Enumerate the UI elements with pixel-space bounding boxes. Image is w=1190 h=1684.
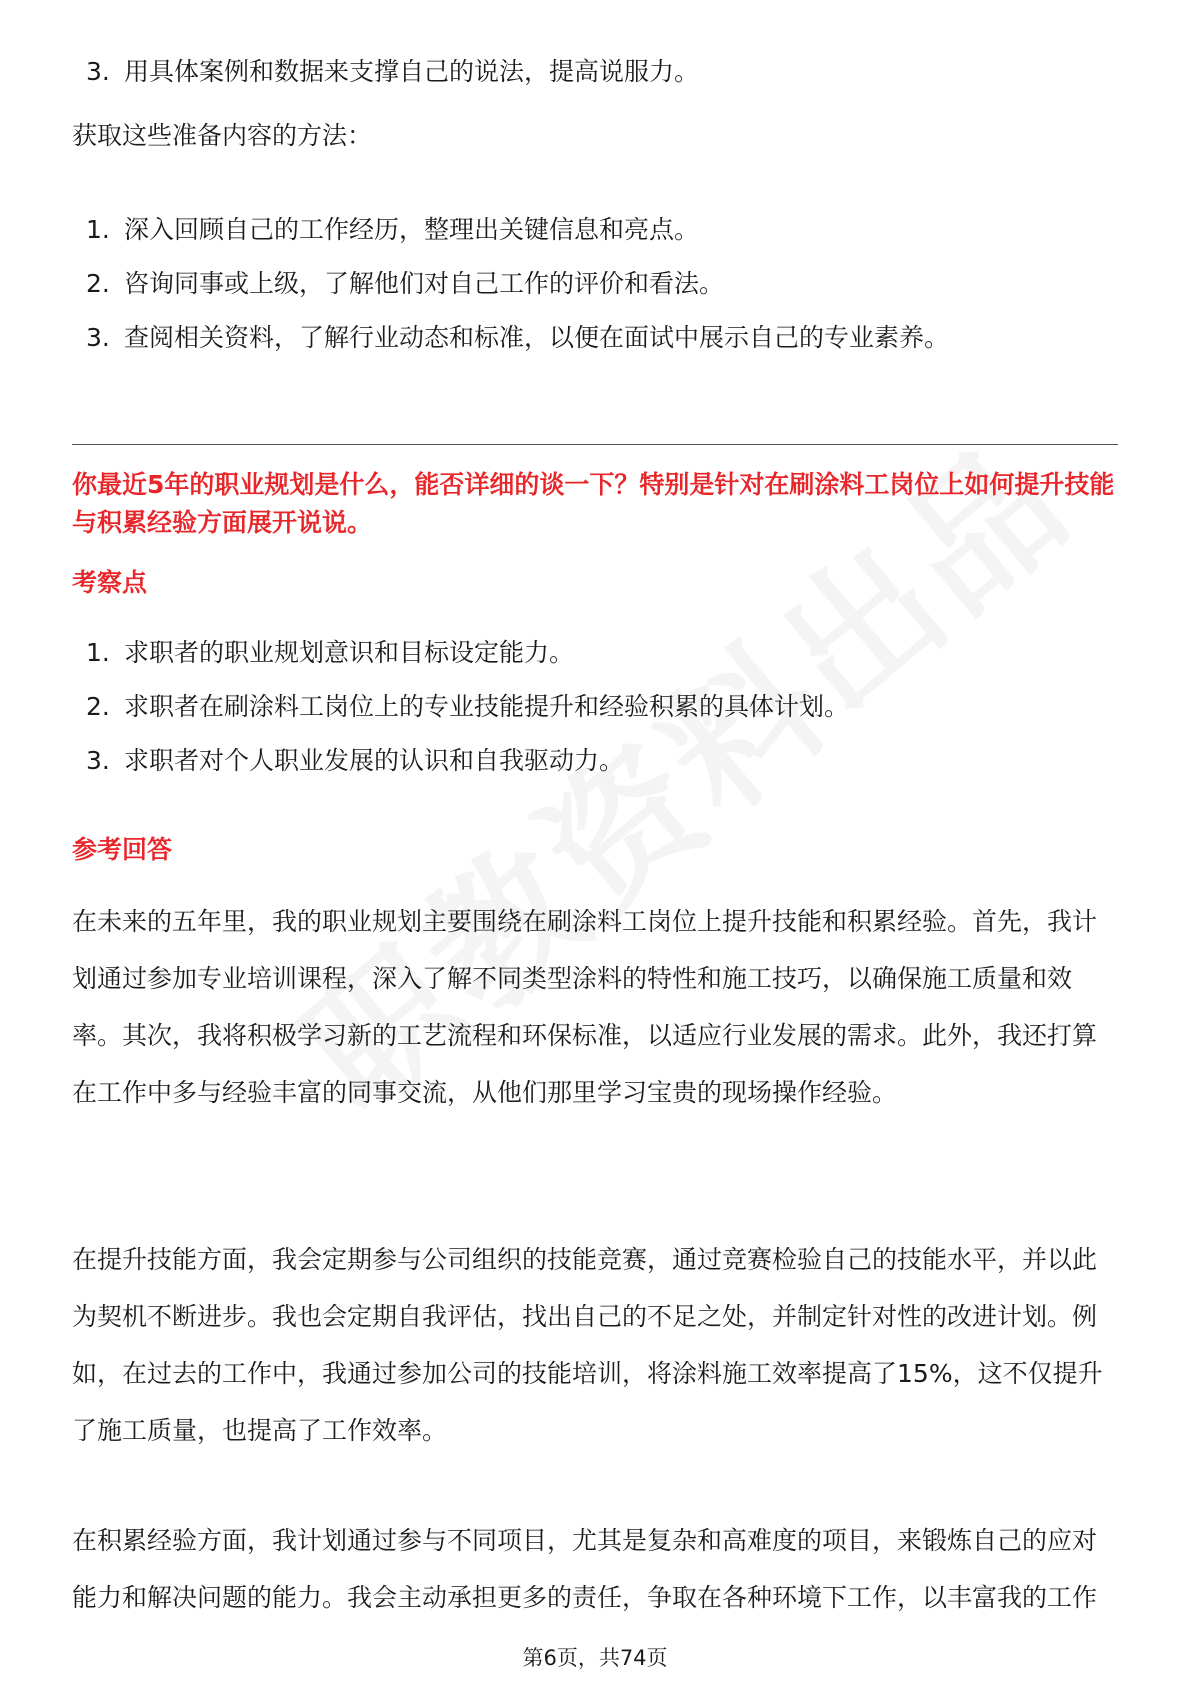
list-item-text: 深入回顾自己的工作经历，整理出关键信息和亮点。 — [124, 215, 700, 244]
list-item — [72, 269, 1118, 299]
list-item-number: 3. — [86, 323, 110, 352]
answer-paragraph: 在未来的五年里，我的职业规划主要围绕在刷涂料工岗位上提升技能和积累经验。首先，我计划通过参加专业培训课程，深入了解不同类型涂料的特性和施工技巧，以确保施工质量和效率。其次，我将积极学习新的工艺流程和环保标准，以适应行业发展的需求。此外，我还打算在工作中多与经验丰富的同事交流，从他们那里学习宝贵的现场操作经验。 — [72, 907, 1098, 1107]
answer-paragraph: 在积累经验方面，我计划通过参与不同项目，尤其是复杂和高难度的项目，来锻炼自己的应对能力和解决问题的能力。我会主动承担更多的责任，争取在各种环境下工作，以丰富我的工作 — [72, 1526, 1098, 1612]
list-item-text: 求职者对个人职业发展的认识和自我驱动力。 — [124, 746, 625, 775]
assessment-list — [72, 638, 1118, 776]
list-item — [72, 638, 1118, 668]
answer-paragraph: 在提升技能方面，我会定期参与公司组织的技能竞赛，通过竞赛检验自己的技能水平，并以此为契机不断进步。我也会定期自我评估，找出自己的不足之处，并制定针对性的改进计划。例如，在过去的工作中，我通过参加公司的技能培训，将涂料施工效率提高了15%，这不仅提升了施工质量，也提高了工作效率。 — [72, 1245, 1103, 1445]
list-item-number: 2. — [86, 269, 110, 298]
list-item-number: 1. — [86, 215, 110, 244]
list-item-text: 用具体案例和数据来支撑自己的说法，提高说服力。 — [124, 57, 700, 86]
list-item-text: 查阅相关资料，了解行业动态和标准，以便在面试中展示自己的专业素养。 — [124, 323, 950, 352]
list-item — [72, 746, 1118, 776]
list-item-number: 1. — [86, 638, 110, 667]
list-item — [72, 323, 1118, 353]
list-item-number: 3. — [86, 57, 110, 86]
list-item — [72, 215, 1118, 245]
list-item-text: 咨询同事或上级，了解他们对自己工作的评价和看法。 — [124, 269, 725, 298]
list-item — [72, 57, 1118, 87]
list-item-number: 3. — [86, 746, 110, 775]
interview-question: 你最近5年的职业规划是什么，能否详细的谈一下？特别是针对在刷涂料工岗位上如何提升技能与积累经验方面展开说说。 — [72, 470, 1115, 537]
methods-heading: 获取这些准备内容的方法： — [72, 121, 373, 150]
page-number: 第6页，共74页 — [522, 1646, 668, 1670]
list-item-text: 求职者在刷涂料工岗位上的专业技能提升和经验积累的具体计划。 — [124, 692, 850, 721]
list-item-text: 求职者的职业规划意识和目标设定能力。 — [124, 638, 575, 667]
assessment-heading: 考察点 — [72, 568, 148, 597]
answer-heading: 参考回答 — [72, 835, 173, 864]
prep-list-tail — [72, 57, 1118, 87]
methods-list — [72, 215, 1118, 353]
list-item — [72, 692, 1118, 722]
section-divider — [72, 444, 1118, 445]
list-item-number: 2. — [86, 692, 110, 721]
